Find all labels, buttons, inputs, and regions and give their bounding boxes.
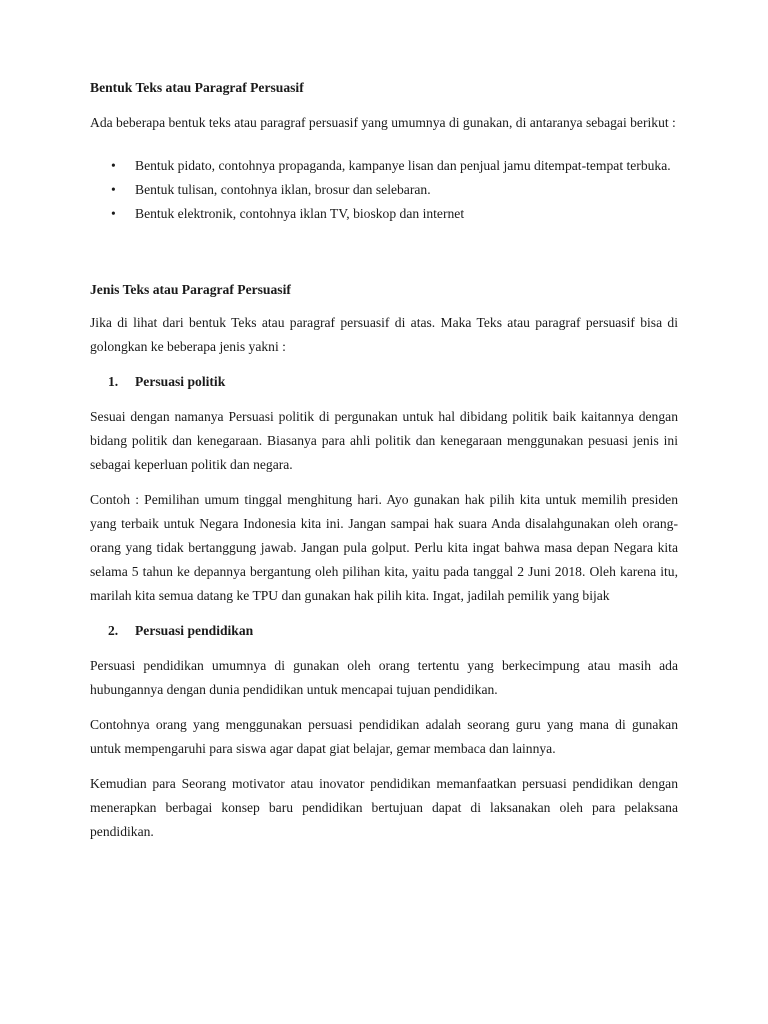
- list-item: [90, 202, 678, 226]
- subheading-title: Persuasi pendidikan: [135, 623, 254, 638]
- list-number: 1.: [108, 374, 119, 389]
- list-item: [90, 154, 678, 178]
- pendidikan-paragraph-3: Kemudian para Seorang motivator atau inovator pendidikan memanfaatkan persuasi pendidikan dengan menerapkan berbagai konsep baru pendidikan bertujuan dapat di laksanakan oleh para pelaksana pendidikan.: [90, 776, 678, 839]
- document-page: [90, 76, 678, 844]
- bullet-icon: •: [111, 182, 116, 197]
- subheading-persuasi-pendidikan: [90, 619, 678, 643]
- subheading-title: Persuasi politik: [135, 374, 226, 389]
- subheading-persuasi-politik: [90, 370, 678, 394]
- bentuk-bullet-list: [90, 154, 678, 226]
- pendidikan-paragraph-1: Persuasi pendidikan umumnya di gunakan oleh orang tertentu yang berkecimpung atau masih ada hubungannya dengan dunia pendidikan untuk mencapai tujuan pendidikan.: [90, 658, 678, 697]
- bullet-text: Bentuk elektronik, contohnya iklan TV, bioskop dan internet: [135, 206, 465, 221]
- politik-paragraph-1: Sesuai dengan namanya Persuasi politik di pergunakan untuk hal dibidang politik baik kaitannya dengan bidang politik dan kenegaraan. Biasanya para ahli politik dan kenegaraan menggunakan pesuasi jenis ini sebagai keperluan politik dan negara.: [90, 409, 678, 472]
- intro-paragraph-jenis: Jika di lihat dari bentuk Teks atau paragraf persuasif di atas. Maka Teks atau paragraf persuasif bisa di golongkan ke beberapa jenis yakni :: [90, 315, 678, 354]
- pendidikan-paragraph-2: Contohnya orang yang menggunakan persuasi pendidikan adalah seorang guru yang mana di gunakan untuk mempengaruhi para siswa agar dapat giat belajar, gemar membaca dan lainnya.: [90, 717, 678, 756]
- bullet-text: Bentuk pidato, contohnya propaganda, kampanye lisan dan penjual jamu ditempat-tempat terbuka.: [135, 158, 671, 173]
- section-heading-bentuk: Bentuk Teks atau Paragraf Persuasif: [90, 80, 304, 95]
- bullet-text: Bentuk tulisan, contohnya iklan, brosur dan selebaran.: [135, 182, 431, 197]
- bullet-icon: •: [111, 158, 116, 173]
- politik-paragraph-2: Contoh : Pemilihan umum tinggal menghitung hari. Ayo gunakan hak pilih kita untuk memilih presiden yang terbaik untuk Negara Indonesia kita ini. Jangan sampai hak suara Anda disalahgunakan oleh orang-orang yang tidak bertanggung jawab. Jangan pula golput. Perlu kita ingat bahwa masa depan Negara kita selama 5 tahun ke depannya bergantung oleh pilihan kita, yaitu pada tanggal 2 Juni 2018. Oleh karena itu, marilah kita semua datang ke TPU dan gunakan hak pilih kita. Ingat, jadilah pemilik yang bijak: [90, 492, 678, 603]
- list-item: [90, 178, 678, 202]
- bullet-icon: •: [111, 206, 116, 221]
- section-heading-jenis: Jenis Teks atau Paragraf Persuasif: [90, 282, 291, 297]
- list-number: 2.: [108, 623, 119, 638]
- intro-paragraph-bentuk: Ada beberapa bentuk teks atau paragraf persuasif yang umumnya di gunakan, di antaranya sebagai berikut :: [90, 115, 676, 130]
